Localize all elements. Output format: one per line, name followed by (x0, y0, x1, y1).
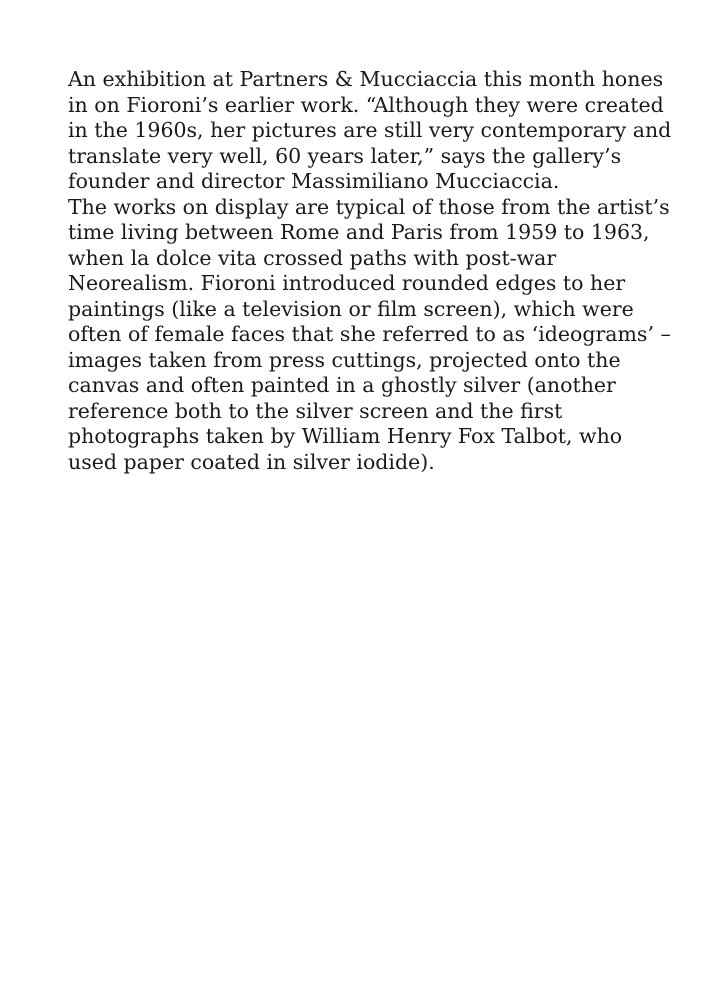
text-line: canvas and often painted in a ghostly silver (another (68, 373, 616, 397)
text-line: when la dolce vita crossed paths with post-war (68, 245, 557, 270)
text-line: The works on display are typical of those from the artist’s (68, 194, 670, 219)
text-line: in the 1960s, her pictures are still very contemporary and (68, 118, 672, 142)
text-line: founder and director Massimiliano Mucciaccia. (68, 169, 560, 193)
text-line: paintings (like a television or film screen), which were (68, 296, 634, 321)
paragraph-works-on-display (68, 194, 671, 476)
text-line: Neorealism. Fioroni introduced rounded edges to her (68, 271, 626, 295)
text-line: An exhibition at Partners & Mucciaccia this month hones (68, 67, 664, 91)
text-line: often of female faces that she referred to as ‘ideograms’ – (68, 322, 671, 346)
text-line: time living between Rome and Paris from 1959 to 1963, (68, 220, 650, 244)
paragraph-exhibition (68, 67, 672, 195)
article-body (68, 67, 672, 475)
text-line: images taken from press cuttings, projected onto the (68, 347, 621, 372)
text-line: translate very well, 60 years later,” says the gallery’s (68, 143, 622, 168)
text-line: in on Fioroni’s earlier work. “Although they were created (68, 92, 664, 117)
text-line: reference both to the silver screen and the first (68, 398, 563, 423)
text-line: photographs taken by William Henry Fox Talbot, who (68, 424, 623, 448)
text-line: used paper coated in silver iodide). (68, 449, 435, 474)
